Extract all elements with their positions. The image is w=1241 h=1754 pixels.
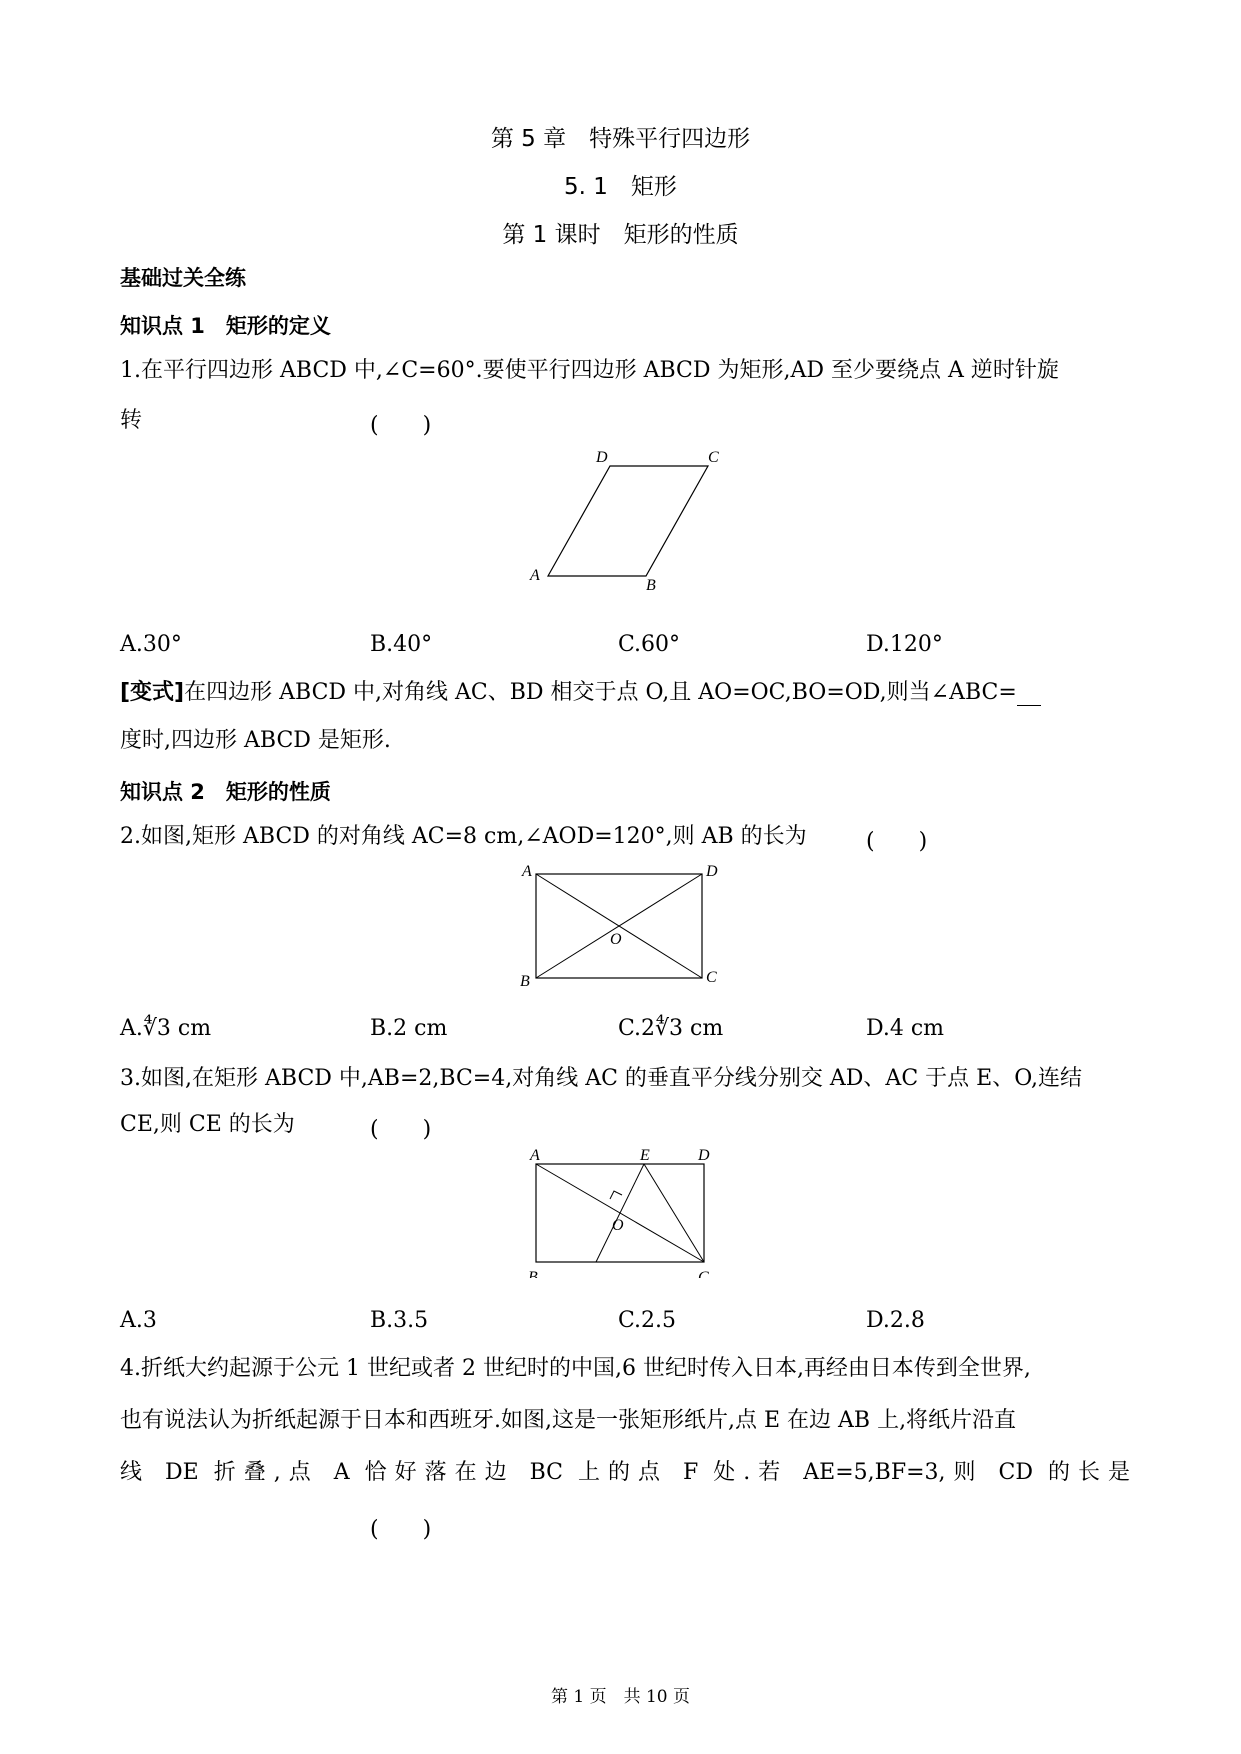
q1-option-b[interactable]: B.40° (370, 632, 433, 657)
chapter-title: 第 5 章 特殊平行四边形 (490, 126, 751, 152)
variant-text: 在四边形 ABCD 中,对角线 AC、BD 相交于点 O,且 AO=OC,BO=OD,则当∠ABC= (184, 680, 1017, 705)
section-title: 5. 1 矩形 (564, 174, 677, 200)
q1-label-c: C (708, 449, 719, 466)
q1-label-d: D (596, 449, 608, 466)
q2-answer-paren: ( ) (866, 829, 928, 854)
q3-label-a: A (530, 1148, 540, 1164)
q3-option-a[interactable]: A.3 (120, 1308, 157, 1333)
q3-text-line1: 3.如图,在矩形 ABCD 中,AB=2,BC=4,对角线 AC 的垂直平分线分别交 AD、AC 于点 E、O,连结 (120, 1066, 1082, 1091)
q3-label-b: B (528, 1269, 538, 1278)
basic-practice-heading: 基础过关全练 (120, 266, 246, 290)
q1-text-line1: 1.在平行四边形 ABCD 中,∠C=60°.要使平行四边形 ABCD 为矩形,AD 至少要绕点 A 逆时针旋 (120, 358, 1059, 383)
q3-option-d[interactable]: D.2.8 (866, 1308, 925, 1333)
q2-label-d: D (706, 863, 718, 880)
q3-label-d: D (698, 1148, 710, 1164)
q2-rectangle-figure (512, 858, 732, 992)
q1-answer-paren: ( ) (370, 413, 432, 438)
q3-label-o: O (612, 1217, 624, 1234)
variant-line1 (120, 680, 1130, 706)
q3-answer-paren: ( ) (370, 1117, 432, 1142)
variant-answer-blank[interactable] (1017, 685, 1041, 706)
q4-text-line1: 4.折纸大约起源于公元 1 世纪或者 2 世纪时的中国,6 世纪时传入日本,再经由日本传到全世界, (120, 1356, 1031, 1381)
variant-tag: [变式] (120, 680, 185, 705)
q3-rectangle-figure (512, 1148, 732, 1282)
q2-text-line1: 2.如图,矩形 ABCD 的对角线 AC=8 cm,∠AOD=120°,则 AB 的长为 (120, 824, 807, 849)
page-footer: 第 1 页 共 10 页 (550, 1687, 691, 1707)
q1-option-c[interactable]: C.60° (618, 632, 681, 657)
knowledge-point-2: 知识点 2 矩形的性质 (120, 780, 331, 804)
q3-text-line2: CE,则 CE 的长为 (120, 1112, 295, 1137)
q1-option-a[interactable]: A.30° (120, 632, 182, 657)
q4-answer-paren: ( ) (370, 1517, 432, 1542)
q1-parallelogram-figure (520, 440, 730, 594)
q1-label-a: A (530, 567, 540, 584)
q4-text-line2: 也有说法认为折纸起源于日本和西班牙.如图,这是一张矩形纸片,点 E 在边 AB 上,将纸片沿直 (120, 1408, 1017, 1433)
q2-label-b: B (520, 973, 530, 988)
q3-option-b[interactable]: B.3.5 (370, 1308, 429, 1333)
q1-text-line2: 转 (120, 408, 143, 433)
knowledge-point-1: 知识点 1 矩形的定义 (120, 314, 331, 338)
q2-label-c: C (706, 969, 717, 986)
lesson-title: 第 1 课时 矩形的性质 (502, 222, 739, 248)
q3-label-e: E (640, 1148, 650, 1164)
q2-label-a: A (522, 863, 532, 880)
q3-option-c[interactable]: C.2.5 (618, 1308, 677, 1333)
q2-option-d[interactable]: D.4 cm (866, 1016, 945, 1041)
q1-label-b: B (646, 577, 656, 590)
q1-option-d[interactable]: D.120° (866, 632, 943, 657)
q3-label-c: C (698, 1269, 709, 1278)
q2-option-c[interactable]: C.2∜3 cm (618, 1016, 724, 1041)
q2-option-a[interactable]: A.∜3 cm (120, 1016, 212, 1041)
q2-label-o: O (610, 931, 622, 948)
q2-option-b[interactable]: B.2 cm (370, 1016, 448, 1041)
q4-text-line3: 线 DE 折叠,点 A 恰好落在边 BC 上的点 F 处.若 AE=5,BF=3,则 CD 的长是 (120, 1460, 1130, 1485)
variant-line2: 度时,四边形 ABCD 是矩形. (120, 728, 391, 753)
